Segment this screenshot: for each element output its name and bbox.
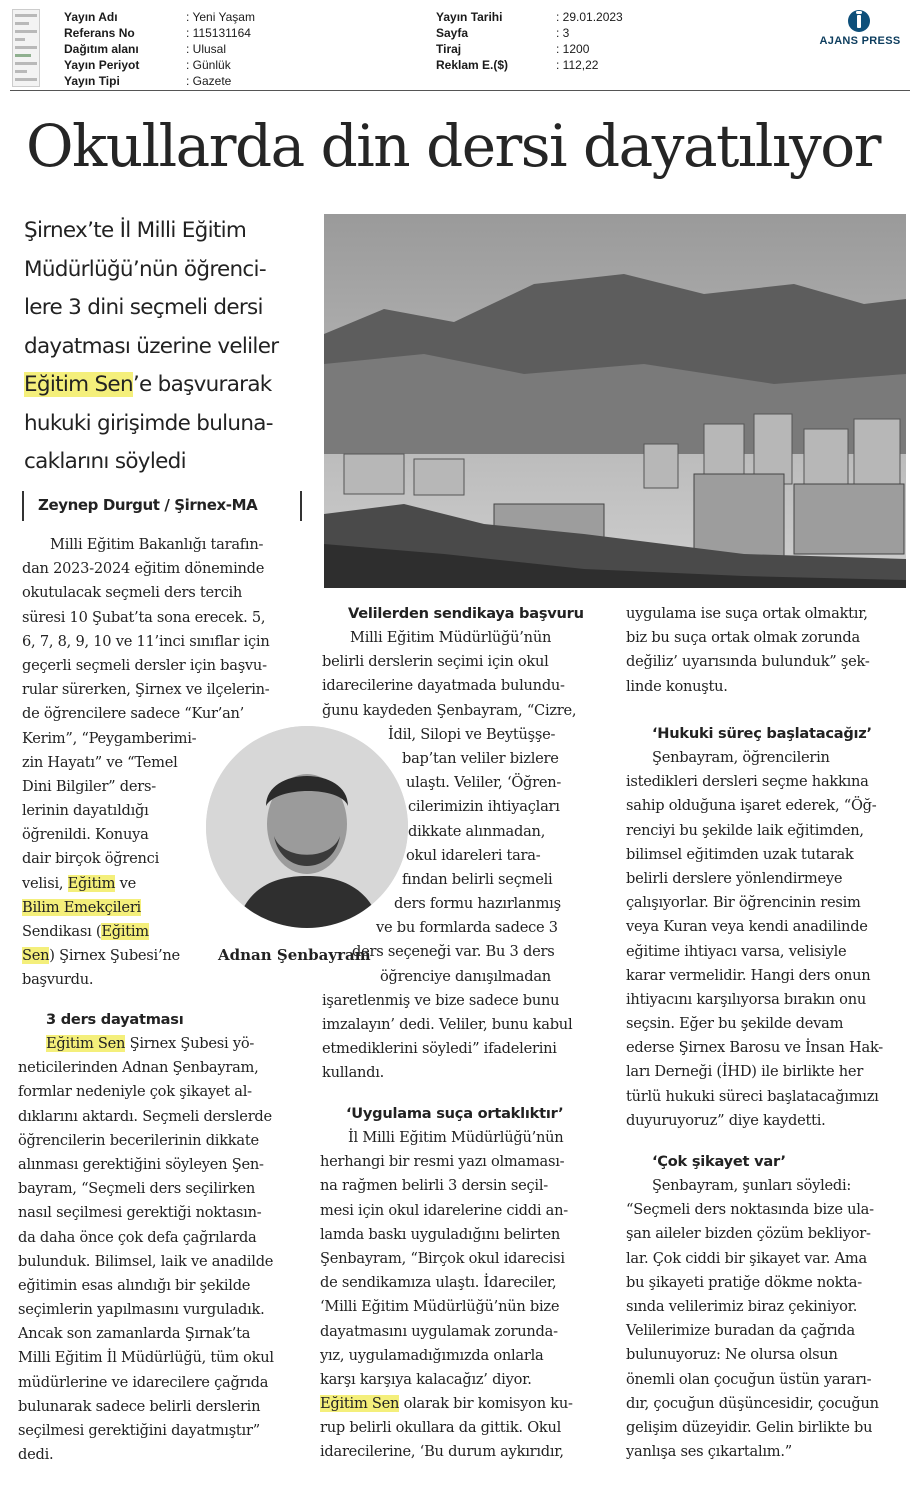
- text-line: başvurdu.: [22, 971, 94, 989]
- text-line: işaretlenmiş ve bize sadece bunu: [322, 991, 560, 1009]
- spot-line: lere 3 dini seçmeli dersi: [24, 295, 263, 320]
- column-2-b: [320, 1126, 573, 1465]
- text-line: uygulama ise suça ortak olmaktır,: [626, 605, 868, 622]
- text-line: gelişim düzeyidir. Gelin birlikte bu: [626, 1418, 873, 1436]
- text-line: ders seçeneği var. Bu 3 ders: [352, 943, 555, 961]
- text-line: linde konuştu.: [626, 677, 728, 695]
- text-line: de sendikamıza ulaştı. İdareciler,: [320, 1274, 557, 1292]
- meta-value: : 115131164: [186, 26, 251, 40]
- text-line: Velilerimize buradan da çağrıda: [626, 1322, 855, 1340]
- text-line: alınması gerektiğini söyleyen Şen-: [18, 1155, 264, 1173]
- text-line: Şenbayram, öğrencilerin: [652, 749, 830, 766]
- text-line: ‘Milli Eğitim Müdürlüğü’nün bize: [320, 1298, 560, 1316]
- text-line: geçerli seçmeli dersler için başvu-: [22, 656, 267, 674]
- text-line: bu şikayeti pratiğe dökme nokta-: [626, 1273, 862, 1291]
- text-line: lamda baskı uyguladığını belirten: [320, 1225, 560, 1243]
- logo-mark-icon: [848, 10, 870, 32]
- text-line: seçilmesi gerektiğini dayatmıştır”: [18, 1422, 260, 1439]
- highlight: Eğitim Sen: [320, 1395, 400, 1413]
- text-line: biz bu suça ortak olmak zorunda: [626, 629, 860, 647]
- text-line: Eğitim Sen olarak bir komisyon ku-: [320, 1395, 573, 1413]
- text-line: rular sürerken, Şirnex ve ilçelerin-: [22, 681, 270, 699]
- city-photo: [324, 214, 906, 588]
- column-2-subheading-1: [348, 602, 584, 626]
- text-line: bulunuyoruz: Ne olursa olsun: [626, 1346, 838, 1364]
- text-line: “Seçmeli ders noktasında bize ula-: [626, 1201, 874, 1219]
- text-line: ders formu hazırlanmış: [394, 895, 561, 913]
- article-spot: [24, 212, 320, 482]
- meta-label: Yayın Tarihi: [436, 10, 503, 24]
- meta-label: Yayın Tipi: [64, 74, 120, 88]
- text-line: fından belirli seçmeli: [402, 870, 553, 888]
- text-line: idarecilerine dayatmada bulundu-: [322, 677, 565, 695]
- meta-label: Sayfa: [436, 26, 469, 40]
- text-line: velisi, Eğitim ve: [22, 874, 136, 892]
- text-line: ederse Şirnex Barosu ve İnsan Hak-: [626, 1039, 883, 1057]
- column-3-b: [626, 746, 883, 1133]
- text-line: İdil, Silopi ve Beytüşşe-: [388, 725, 556, 743]
- text-line: rup belirli okullara da gittik. Okul: [320, 1419, 562, 1437]
- text-line: müdürlerine ve idarecilere çağrıda: [18, 1373, 269, 1391]
- text-line: sahip olduğuna işaret ederek, “Öğ-: [626, 797, 877, 815]
- text-line: bap’tan veliler bizlere: [402, 749, 559, 767]
- text-line: okul idareleri tara-: [406, 846, 541, 864]
- spot-line: Müdürlüğü’nün öğrenci-: [24, 256, 266, 282]
- text-line: ve bu formlarda sadece 3: [376, 919, 558, 937]
- text-line: dan 2023-2024 eğitim döneminde: [22, 560, 265, 578]
- spot-line: Şirnex’te İl Milli Eğitim: [24, 218, 247, 243]
- text-line: cilerimizin ihtiyaçları: [408, 798, 560, 816]
- column-2-a: [322, 626, 576, 1086]
- text-line: Milli Eğitim İl Müdürlüğü, tüm okul: [18, 1349, 274, 1367]
- text-line: bulunarak sadece belirli derslerin: [18, 1397, 261, 1415]
- text-line: dayatmasını uygulamak zorunda-: [320, 1322, 558, 1340]
- text-line: Dini Bilgiler” ders-: [22, 777, 156, 795]
- text-line: dır, çocuğun düşüncesidir, çocuğun: [626, 1394, 879, 1412]
- text-line: seçimlerin yapılmasını vurguladık.: [18, 1301, 265, 1319]
- meta-label: Dağıtım alanı: [64, 42, 139, 56]
- text-line: lerinin dayatıldığı: [22, 802, 149, 820]
- meta-label: Referans No: [64, 26, 135, 40]
- text-line: değiliz’ uyarısında bulunduk” şek-: [626, 653, 870, 671]
- text-line: bulunduk. Bilimsel, laik ve anadilde: [18, 1252, 274, 1270]
- meta-value: : 112,22: [556, 58, 599, 72]
- text-line: önemli olan çocuğun üstün yararı-: [626, 1370, 872, 1388]
- text-line: Kerim”, “Peygamberimi-: [22, 729, 197, 747]
- text-line: ğunu kaydeden Şenbayram, “Cizre,: [322, 701, 577, 719]
- subheading: ‘Hukuki süreç başlatacağız’: [652, 725, 872, 742]
- column-3-subheading-1: [652, 722, 872, 746]
- logo-text: AJANS PRESS: [819, 35, 901, 47]
- meta-value: : Günlük: [186, 58, 231, 72]
- column-3-a: [626, 602, 870, 699]
- text-line: Eğitim Sen Şirnex Şubesi yö-: [46, 1035, 255, 1052]
- meta-value: : 3: [556, 26, 570, 40]
- page-thumbnail: [12, 9, 40, 87]
- text-line: [22, 896, 270, 920]
- text-line: dikkate alınmadan,: [408, 822, 546, 840]
- text-line: ulaştı. Veliler, ‘Öğren-: [406, 774, 562, 792]
- text-line: öğrencilerin becerilerinin dikkate: [18, 1131, 259, 1149]
- text-line: şan aileler bizden çözüm bekliyor-: [626, 1225, 871, 1243]
- highlight: Eğitim Sen: [46, 1035, 126, 1052]
- subheading: ‘Uygulama suça ortaklıktır’: [346, 1105, 564, 1122]
- highlight: Eğitim: [67, 874, 116, 892]
- text-line: dıklarını aktardı. Seçmeli derslerde: [18, 1107, 272, 1125]
- text-line: öğrenildi. Konuya: [22, 826, 149, 844]
- column-1-subheading: [46, 1008, 183, 1032]
- text-line: yız, uygulamadığımızda onlarla: [320, 1346, 544, 1364]
- text-line: seçsin. Eğer bu şekilde devam: [626, 1015, 844, 1033]
- text-line: imzalayın’ dedi. Veliler, bunu kabul: [322, 1016, 573, 1033]
- meta-value: : Ulusal: [186, 42, 227, 56]
- meta-label: Yayın Adı: [64, 10, 118, 24]
- column-2-subheading-2: [346, 1102, 563, 1126]
- text-line: bilimsel eğitimden uzak tutarak: [626, 845, 854, 863]
- text-line: Sendikası (Eğitim: [22, 923, 149, 940]
- text-line: de öğrencilere sadece “Kur’an’: [22, 705, 245, 723]
- highlight: Sen: [22, 947, 50, 965]
- text-line: okutulacak seçmeli ders tercih: [22, 584, 243, 602]
- subheading: 3 ders dayatması: [46, 1011, 184, 1028]
- text-line: duyuruyoruz” diye kaydetti.: [626, 1111, 826, 1129]
- text-line: Şenbayram, şunları söyledi:: [652, 1177, 852, 1194]
- text-line: lar. Çok ciddi bir şikayet var. Ama: [626, 1249, 867, 1267]
- spot-line: dayatması üzerine veliler: [24, 333, 279, 359]
- text-line: 6, 7, 8, 9, 10 ve 11’inci sınıflar için: [22, 632, 270, 650]
- text-line: idarecilerine, ‘Bu durum aykırıdır,: [320, 1443, 564, 1461]
- text-line: zin Hayatı” ve “Temel: [22, 753, 178, 771]
- subheading: Velilerden sendikaya başvuru: [348, 605, 584, 622]
- meta-value: : Gazete: [186, 74, 232, 88]
- text-line: Milli Eğitim Bakanlığı tarafın-: [50, 536, 264, 553]
- column-1-bottom: [18, 1032, 274, 1467]
- text-line: karar vermelidir. Hangi ders onun: [626, 966, 871, 984]
- text-line: türlü hukuki süreci başlatacağımızı: [626, 1087, 879, 1105]
- highlight: Bilim Emekçileri: [22, 898, 141, 916]
- text-line: formlar nedeniyle çok şikayet al-: [18, 1083, 252, 1101]
- text-line: karşı karşıya kalacağız’ diyor.: [320, 1370, 532, 1388]
- text-line: etmediklerini söyledi” ifadelerini: [322, 1040, 557, 1058]
- text-line: neticilerinden Adnan Şenbayram,: [18, 1059, 259, 1077]
- highlight: Eğitim: [101, 923, 149, 940]
- text-line: renciyi bu şekilde laik eğitimden,: [626, 821, 864, 839]
- article-headline: Okullarda din dersi dayatılıyor: [26, 112, 880, 180]
- column-3-subheading-2: [652, 1150, 786, 1174]
- text-line: çalışıyorlar. Bir öğrencinin resim: [626, 894, 861, 912]
- text-line: veya Kuran veya kendi anadilinde: [626, 918, 868, 936]
- text-line: mesi için okul idarelerine ciddi an-: [320, 1201, 568, 1219]
- spot-line: hukuki girişimde buluna-: [24, 410, 273, 436]
- portrait-caption: Adnan Şenbayram: [218, 946, 371, 964]
- meta-label: Reklam E.($): [436, 58, 509, 72]
- text-line: belirli derslerin seçimi için okul: [322, 653, 549, 671]
- text-line: ları Derneği (İHD) ile birlikte her: [626, 1063, 864, 1081]
- text-line: süresi 10 Şubat’ta sona erecek. 5,: [22, 608, 266, 626]
- subheading: ‘Çok şikayet var’: [652, 1153, 786, 1170]
- column-3-c: [626, 1174, 879, 1464]
- meta-value: : Yeni Yaşam: [186, 10, 255, 24]
- text-line: ihtiyacını karşılıyorsa bırakın onu: [626, 990, 867, 1008]
- text-line: eğitimin esas alındığı bir şekilde: [18, 1276, 251, 1294]
- text-line: İl Milli Eğitim Müdürlüğü’nün: [348, 1129, 564, 1146]
- text-line: bayram, “Seçmeli ders seçilirken: [18, 1180, 256, 1198]
- text-line: kullandı.: [322, 1064, 385, 1082]
- spot-line: caklarını söyledi: [24, 449, 186, 474]
- byline: Zeynep Durgut / Şirnex-MA: [38, 496, 258, 514]
- column-1-top: [22, 533, 270, 993]
- meta-value: : 1200: [556, 42, 590, 56]
- text-line: Sen) Şirnex Şubesi’ne: [22, 947, 180, 965]
- meta-label: Yayın Periyot: [64, 58, 140, 72]
- text-line: da daha önce çok defa çağrılarda: [18, 1228, 257, 1246]
- header-divider: [10, 90, 910, 91]
- ajans-press-logo: [812, 10, 908, 50]
- text-line: herhangi bir resmi yazı olmaması-: [320, 1153, 565, 1171]
- text-line: belirli derslere yönlendirmeye: [626, 869, 843, 887]
- text-line: Ancak son zamanlarda Şırnak’ta: [18, 1325, 251, 1343]
- text-line: yanlışa ses çıkartalım.”: [626, 1443, 792, 1461]
- text-line: dair birçok öğrenci: [22, 850, 159, 868]
- highlight: Eğitim Sen: [24, 372, 133, 397]
- text-line: na rağmen belirli 3 dersin seçil-: [320, 1177, 548, 1195]
- text-line: nasıl seçilmesi gerektiği noktasın-: [18, 1204, 262, 1222]
- meta-value: : 29.01.2023: [556, 10, 623, 24]
- text-line: sında velilerimiz biraz çekiniyor.: [626, 1297, 858, 1315]
- text-line: istedikleri dersleri seçme hakkına: [626, 773, 869, 791]
- text-line: öğrenciye danışılmadan: [380, 967, 551, 985]
- spot-line: Eğitim Sen’e başvurarak: [24, 372, 272, 397]
- text-line: eğitime ihtiyacı varsa, velisiyle: [626, 942, 847, 960]
- meta-label: Tiraj: [436, 42, 462, 56]
- text-line: dedi.: [18, 1446, 54, 1464]
- text-line: Şenbayram, “Birçok okul idarecisi: [320, 1249, 565, 1267]
- text-line: Milli Eğitim Müdürlüğü’nün: [350, 629, 552, 646]
